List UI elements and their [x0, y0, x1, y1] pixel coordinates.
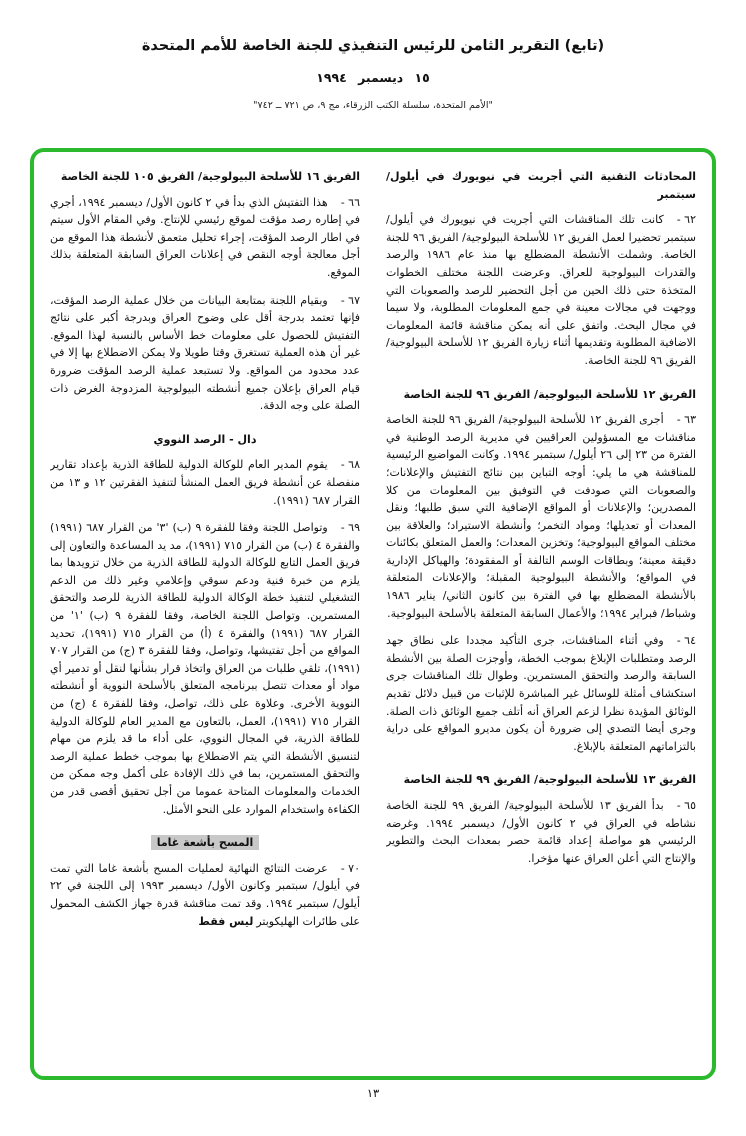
paragraph-number: ٦٣ - [676, 413, 696, 427]
document-date: ١٥ ديسمبر ١٩٩٤ [316, 70, 430, 85]
page-number: ١٣ [366, 1086, 380, 1100]
paragraph-text: كانت تلك المناقشات التي أجريت في نيويورك في أيلول/ سبتمبر تحضيرا لعمل الفريق ١٢ للأسلحة البيولوجية/ الفريق ٩٦ للجنة الخاصة. وشملت الأنشطة المضطلع بها منذ عام ١٩٨٦ والرصد والقدرات البيولوجية للعراق. وعرضت اللجنة مختلف الخطوات المتخذة حتى ذلك الحين من أجل التحضير للرصد والصعوبات التي ووجهت في مجالات معينة في جمع المعلومات المطلوبة، ولا سيما في مجال البحث. واتفق على أنه يمكن مناقشة قائمة المعلومات الاضافية المطلوبة وتقديمها أثناء زيارة الفريق ١٢ للأسلحة البيولوجية/ الفريق ٩٦ للجنة الخاصة. [386, 213, 696, 367]
section-heading-bw12-team96: الفريق ١٢ للأسلحة البيولوجية/ الفريق ٩٦ للجنة الخاصة [403, 387, 696, 401]
document-header [0, 38, 746, 111]
paragraph-65 [386, 797, 696, 867]
paragraph-text: وفي أثناء المناقشات، جرى التأكيد مجددا على نطاق جهد الرصد ومتطلبات الإبلاغ بموجب الخطة، وأوجزت الصلة بين الأنشطة السابقة والرصد والتحقق المستمرين. وطوال تلك المناقشات جرى استكشاف أمثلة للوسائل غير المباشرة للإثبات من قبيل دلائل تقديم الوثائق المؤيدة نظرا لزعم العراق أنه أتلف جميع الوثائق ذات الصلة. وجرى أيضا التصدي إلى ضرورة أن يكون مديرو المواقع على دراية بالتزاماتهم المتعلقة بالإبلاغ. [386, 634, 696, 753]
paragraph-number: ٦٦ - [340, 195, 360, 209]
paragraph-number: ٧٠ - [340, 861, 360, 875]
section-heading-bw16-team105: الفريق ١٦ للأسلحة البيولوجية/ الفريق ١٠٥ للجنة الخاصة [60, 170, 360, 183]
paragraph-66 [50, 194, 360, 282]
paragraph-70 [50, 860, 360, 930]
paragraph-text: هذا التفتيش الذي بدأ في ٢ كانون الأول/ ديسمبر ١٩٩٤، أجري في إطاره رصد مؤقت لموقع رئيسي للإنتاج. وفي المقام الأول سيتم في اطار الرصد المؤقت، إجراء تحليل متعمق لأنشطة هذا الموقع من أجل معالجة أوجه النقص في إعلانات العراق السابقة المتعلقة بذلك الموقع. [50, 195, 360, 279]
paragraph-number: ٦٢ - [676, 213, 696, 227]
paragraph-number: ٦٨ - [340, 458, 360, 472]
paragraph-number: ٦٧ - [340, 293, 360, 307]
paragraph-67 [50, 292, 360, 415]
paragraph-text: وبقيام اللجنة بمتابعة البيانات من خلال عملية الرصد المؤقت، فإنها تعتمد بدرجة أقل على وضوح العراق وبدرجة أكبر على نتائج التفتيش للحصول على معلومات خط الأساس بالنسبة لهذا الموقع. غير أن هذه العملية تستغرق وقتا طويلا ولا يمكن الاضطلاع بها إلا في عدد محدود من المواقع. ولا تستبعد عملية الرصد المؤقت ضرورة قيام العراق بإعلان جميع أنشطته البيولوجية المزدوجة الغرض ذات الصلة على وجه الدقة. [50, 293, 360, 413]
paragraph-64 [386, 632, 696, 755]
section-heading-nuclear-monitoring: دال - الرصد النووي [153, 432, 257, 446]
paragraph-69 [50, 519, 360, 818]
right-column [386, 168, 696, 1066]
section-heading-technical-talks: المحادثات التقنية التي أجريت في نيويورك في أيلول/ سبتمبر [386, 170, 696, 201]
paragraph-text: عرضت النتائج النهائية لعمليات المسح بأشعة غاما التي تمت في أيلول/ سبتمبر وكانون الأول/ ديسمبر ١٩٩٣ إلى اللجنة في ٢٢ أيلول/ سبتمبر ١٩٩٤. وقد تمت مناقشة قدرة جهاز الكشف المحمول على طائرات الهليكوبتر [50, 861, 360, 928]
paragraph-text: وتواصل اللجنة وفقا للفقرة ٩ (ب) '٣' من القرار ٦٨٧ (١٩٩١) والفقرة ٤ (ب) من القرار ٧١٥ (١٩٩١)، مد يد المساعدة والتعاون إلى فريق العمل التابع للوكالة الدولية للطاقة الذرية من خلال تزويدها بما يلزم من خبرة فنية ودعم سوقي وإعلامي وغير ذلك من الدعم التشغيلي لتنفيذ خطة الوكالة الدولية للطاقة الذرية للرصد والتحقق المستمرين. وتواصل اللجنة الخاصة، وفقا للفقرة ٩ (ب) '١' من القرار ٦٨٧ (١٩٩١) والفقرة ٤ (أ) من القرار ٧١٥ (١٩٩١)، تحديد المواقع من أجل تفتيشها، وتواصل، وفقا للفقرة ٣ (ج) من القرار ٧٠٧ (١٩٩١)، تلقي طلبات من العراق واتخاذ قرار بشأنها لنقل أو تدمير أي مواد أو معدات تتصل ببرنامجه المتعلق بالأسلحة النووية أو أنشطته النووية الأخرى. وعلاوة على ذلك، تواصل، وفقا للفقرة ٤ (ج) من القرار ٧١٥ (١٩٩١)، العمل، بالتعاون مع المدير العام للوكالة الدولية للطاقة الذرية، في المجال النووي، على أداء ما قد يلزم من مهام لتنسيق الأنشطة التي يتم الاضطلاع بها بموجب خطط عملية الرصد والتحقق المستمرين، بما في ذلك الإفادة على أكمل وجه ممكن من الخدمات والمعلومات المتاحة عموما من أجل تحقيق أقصى قدر من الكفاءة واستخدام الموارد على النحو الأمثل. [50, 521, 360, 816]
paragraph-text: أجرى الفريق ١٢ للأسلحة البيولوجية/ الفريق ٩٦ للجنة الخاصة مناقشات مع المسؤولين العراقيين في مديرية الرصد الوطنية في الفترة من ٢٣ إلى ٢٦ أيلول/ سبتمبر ١٩٩٤. وكانت المواضيع الرئيسية للمناقشة هي ما يلي: أوجه التباين بين نتائج التفتيش والإعلانات؛ والصعوبات التي صودفت في التوفيق بين المعلومات من كلا المصدرين؛ والإعلانات أو المواقع الإضافية التي سبق طلبها؛ ونقل المعدات أو تعديلها؛ ومواد التخمر؛ وأنشطة الاستيراد؛ والعلاقة بين مختلف المواقع البيولوجية؛ وتخزين المعدات؛ والعمل المتعلق بكائنات دقيقة معينة؛ وبطاقات الوسم التالفة أو المفقودة؛ والهياكل الإدارية في المواقع؛ والأنشطة البيولوجية المقبلة؛ والإعلانات المتعلقة بالأنشطة المضطلع بها في الفترة بين كانون الثاني/ يناير ١٩٨٦ وشباط/ فبراير ١٩٩٤؛ والأعمال السابقة المتعلقة بالأسلحة البيولوجية. [386, 413, 696, 620]
paragraph-number: ٦٩ - [340, 521, 360, 535]
paragraph-bold-tail: ليس فقط [198, 914, 254, 928]
paragraph-text: يقوم المدير العام للوكالة الدولية للطاقة الذرية بإعداد تقارير منفصلة عن أنشطة فريق العمل المنشأ لتنفيذ الفقرتين ١٢ و ١٣ من القرار ٦٨٧ (١٩٩١). [50, 458, 360, 507]
paragraph-68 [50, 456, 360, 509]
left-column [50, 168, 360, 1066]
section-heading-gamma-survey [50, 834, 360, 852]
paragraph-text: بدأ الفريق ١٣ للأسلحة البيولوجية/ الفريق ٩٩ للجنة الخاصة نشاطه في العراق في ٢ كانون الأول/ ديسمبر ١٩٩٤. وغرضه الرئيسي هو مواصلة إعداد قائمة حصر بمعدات البحث والتطوير والإنتاج التي أعلن العراق عنها مؤخرا. [386, 799, 696, 865]
two-column-layout [50, 168, 696, 1066]
paragraph-number: ٦٥ - [676, 799, 696, 812]
section-heading-bw13-team99: الفريق ١٣ للأسلحة البيولوجية/ الفريق ٩٩ للجنة الخاصة [403, 773, 696, 787]
document-source-note: "الأمم المتحدة، سلسلة الكتب الزرقاء، مج ٩، ص ٧٢١ ــ ٧٤٢" [253, 100, 493, 111]
highlighted-heading-text: المسح بأشعة غاما [151, 835, 260, 850]
paragraph-62 [386, 211, 696, 369]
paragraph-63 [386, 411, 696, 622]
content-border-box [30, 148, 716, 1080]
document-title: (تابع) التقرير الثامن للرئيس التنفيذي للجنة الخاصة للأمم المتحدة [141, 38, 605, 54]
paragraph-number: ٦٤ - [676, 634, 696, 648]
